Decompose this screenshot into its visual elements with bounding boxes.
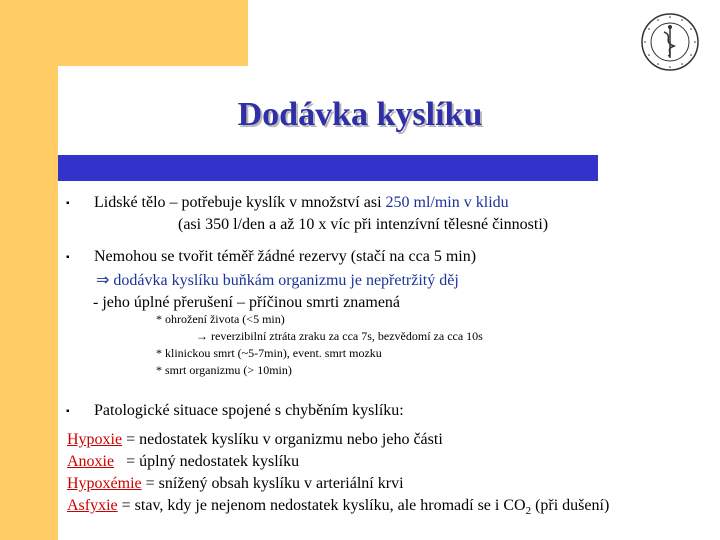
bullet-marker: ▪: [66, 406, 70, 417]
bullet-3: Patologické situace spojené s chyběním kyslíku:: [94, 402, 404, 419]
university-seal-icon: [640, 12, 700, 72]
detail-item: → reverzibilní ztráta zraku za cca 7s, bezvědomí za cca 10s: [196, 329, 483, 343]
detail-item: * smrt organizmu (> 10min): [156, 363, 292, 377]
definition-anoxie: [67, 451, 609, 473]
bullet-2-line-1: Nemohou se tvořit téměř žádné rezervy (stačí na cca 5 min): [94, 248, 477, 265]
bullet-2-emphasis: dodávka kyslíku buňkám organizmu je nepřetržitý děj: [113, 272, 459, 289]
bullet-1: [94, 191, 509, 215]
definition-text-end: (při dušení): [531, 497, 610, 514]
implies-arrow-icon: ⇒: [96, 270, 110, 289]
term: Asfyxie: [67, 497, 118, 514]
page-title: Dodávka kyslíku: [237, 96, 483, 133]
title-underline-bar: [58, 155, 598, 181]
term: Anoxie: [67, 453, 115, 470]
definition-text: = stav, kdy je nejenom nedostatek kyslíku, ale hromadí se i CO: [117, 497, 526, 514]
subscript: 2: [525, 505, 532, 518]
definition-asfyxie: [67, 495, 609, 522]
bullet-marker: ▪: [66, 198, 70, 209]
detail-item: * ohrožení života (<5 min): [156, 312, 285, 326]
side-accent-strip: [0, 0, 58, 540]
definitions-list: [67, 429, 609, 522]
definition-text: = nedostatek kyslíku v organizmu nebo jeho části: [122, 431, 443, 448]
bullet-1-value: 250 ml/min v klidu: [385, 194, 509, 211]
bullet-1-line-2: (asi 350 l/den a až 10 x víc při intenzívní tělesné činnosti): [178, 216, 549, 233]
term: Hypoxie: [67, 431, 123, 448]
bullet-marker: ▪: [66, 252, 70, 263]
bullet-1-text: Lidské tělo – potřebuje kyslík v množství asi: [94, 194, 386, 211]
bullet-2-line-3: - jeho úplné přerušení – příčinou smrti znamená: [93, 294, 401, 311]
definition-hypoxie: [67, 429, 609, 451]
term: Hypoxémie: [67, 475, 142, 492]
definition-hypoxemie: [67, 473, 609, 495]
definition-text: = snížený obsah kyslíku v arteriální krvi: [141, 475, 404, 492]
definition-text: = úplný nedostatek kyslíku: [114, 453, 300, 470]
bullet-2-line-2: [96, 268, 459, 293]
detail-item: * klinickou smrt (~5-7min), event. smrt mozku: [156, 346, 382, 360]
